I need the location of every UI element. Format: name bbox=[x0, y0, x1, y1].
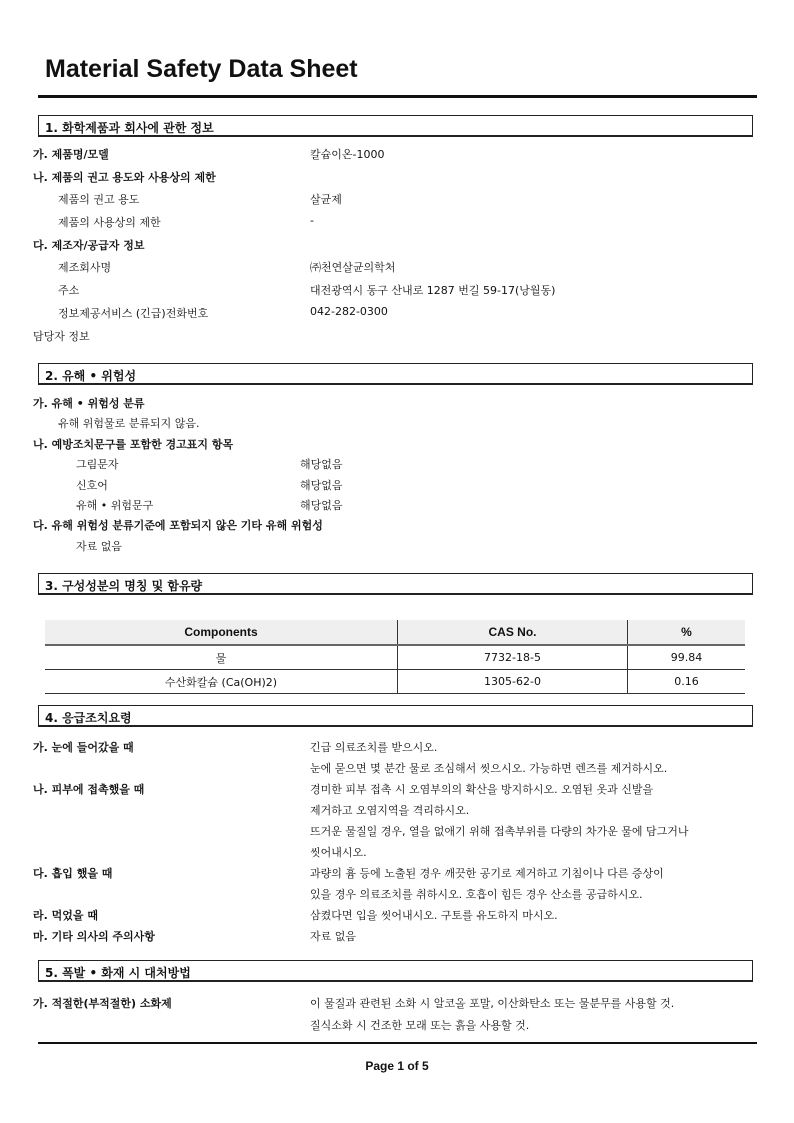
section-5-body bbox=[33, 995, 753, 1039]
field-label: 마. 기타 의사의 주의사항 bbox=[33, 930, 155, 943]
field-row bbox=[33, 191, 753, 214]
section-4-body bbox=[33, 739, 753, 949]
field-row bbox=[33, 497, 753, 517]
field-value: 삼켰다면 입을 씻어내시오. 구토를 유도하지 마시오. bbox=[310, 909, 558, 922]
field-row bbox=[33, 237, 753, 260]
field-row bbox=[33, 538, 753, 558]
section-heading: 5. 폭발 • 화재 시 대처방법 bbox=[45, 966, 191, 980]
field-row bbox=[33, 169, 753, 192]
field-value: 해당없음 bbox=[300, 478, 343, 492]
field-row bbox=[33, 928, 753, 949]
field-row bbox=[33, 907, 753, 928]
section-2-body bbox=[33, 395, 753, 558]
field-label: 유해 • 위험문구 bbox=[76, 498, 154, 512]
field-row bbox=[33, 844, 753, 865]
field-label: 주소 bbox=[58, 284, 80, 298]
components-table bbox=[45, 620, 745, 694]
table-cell: 7732-18-5 bbox=[398, 645, 628, 670]
field-value: 대전광역시 동구 산내로 1287 번길 59-17(낭월동) bbox=[310, 284, 556, 298]
column-header: % bbox=[628, 620, 746, 645]
field-label: 다. 제조자/공급자 정보 bbox=[33, 238, 145, 252]
field-row bbox=[33, 760, 753, 781]
field-row bbox=[33, 395, 753, 415]
title-divider bbox=[38, 95, 757, 98]
field-row bbox=[33, 305, 753, 328]
section-heading: 4. 응급조치요령 bbox=[45, 711, 132, 725]
field-label: 정보제공서비스 (긴급)전화번호 bbox=[58, 306, 209, 320]
section-heading: 2. 유해 • 위험성 bbox=[45, 369, 137, 383]
page-number: Page 1 of 5 bbox=[365, 1059, 429, 1073]
table-cell: 0.16 bbox=[628, 670, 746, 694]
field-label: 다. 흡입 했을 때 bbox=[33, 867, 113, 880]
field-label: 유해 위험물로 분류되지 않음. bbox=[58, 417, 200, 431]
section-3-header bbox=[38, 573, 753, 595]
field-value: ㈜천연살균의학처 bbox=[310, 261, 396, 275]
field-label: 가. 제품명/모델 bbox=[33, 148, 109, 161]
field-value: 042-282-0300 bbox=[310, 304, 388, 318]
table-row bbox=[45, 645, 745, 670]
field-row bbox=[33, 477, 753, 497]
field-label: 제품의 사용상의 제한 bbox=[58, 216, 161, 230]
field-label: 가. 눈에 들어갔을 때 bbox=[33, 741, 134, 754]
field-row bbox=[33, 456, 753, 476]
field-row bbox=[33, 739, 753, 760]
column-header: Components bbox=[45, 620, 398, 645]
table-cell: 물 bbox=[45, 645, 398, 670]
field-value: 있을 경우 의료조치를 취하시오. 호흡이 힘든 경우 산소를 공급하시오. bbox=[310, 888, 643, 901]
field-row bbox=[33, 802, 753, 823]
field-value: 이 물질과 관련된 소화 시 알코올 포말, 이산화탄소 또는 물분무를 사용할 것. bbox=[310, 997, 675, 1010]
field-row bbox=[33, 995, 753, 1017]
table-cell: 99.84 bbox=[628, 645, 746, 670]
field-row bbox=[33, 259, 753, 282]
table-row bbox=[45, 670, 745, 694]
field-value: 해당없음 bbox=[300, 458, 343, 472]
column-header: CAS No. bbox=[398, 620, 628, 645]
field-label: 담당자 정보 bbox=[33, 329, 90, 343]
section-2-header bbox=[38, 363, 753, 385]
field-row bbox=[33, 823, 753, 844]
field-value: 경미한 피부 접촉 시 오염부의의 확산을 방지하시오. 오염된 옷과 신발을 bbox=[310, 783, 654, 796]
section-heading: 3. 구성성분의 명칭 및 함유량 bbox=[45, 579, 203, 593]
field-label: 라. 먹었을 때 bbox=[33, 909, 98, 922]
field-value: 살균제 bbox=[310, 193, 342, 207]
footer-divider bbox=[38, 1042, 757, 1044]
field-row bbox=[33, 865, 753, 886]
document-title: Material Safety Data Sheet bbox=[45, 55, 358, 83]
field-label: 자료 없음 bbox=[76, 539, 123, 553]
field-row bbox=[33, 214, 753, 237]
section-1-body bbox=[33, 146, 753, 350]
field-row bbox=[33, 1017, 753, 1039]
field-value: 해당없음 bbox=[300, 498, 343, 512]
field-value: 눈에 묻으면 몇 분간 물로 조심해서 씻으시오. 가능하면 렌즈를 제거하시오. bbox=[310, 762, 668, 775]
section-1-header bbox=[38, 115, 753, 137]
table-cell: 1305-62-0 bbox=[398, 670, 628, 694]
field-value: 과량의 흄 등에 노출된 경우 깨끗한 공기로 제거하고 기침이나 다른 증상이 bbox=[310, 867, 664, 880]
field-label: 가. 적절한(부적절한) 소화제 bbox=[33, 997, 172, 1010]
field-row bbox=[33, 886, 753, 907]
field-label: 나. 예방조치문구를 포함한 경고표지 항목 bbox=[33, 437, 234, 451]
field-label: 그림문자 bbox=[76, 458, 119, 472]
field-label: 제조회사명 bbox=[58, 261, 112, 275]
section-4-header bbox=[38, 705, 753, 727]
field-value: 칼슘이온-1000 bbox=[310, 148, 385, 161]
field-row bbox=[33, 146, 753, 169]
field-value: 뜨거운 물질일 경우, 열을 없애기 위해 접촉부위를 다량의 차가운 물에 담그거나 bbox=[310, 825, 689, 838]
table-header-row bbox=[45, 620, 745, 645]
field-row bbox=[33, 328, 753, 351]
field-row bbox=[33, 517, 753, 537]
field-label: 제품의 권고 용도 bbox=[58, 193, 140, 207]
field-label: 신호어 bbox=[76, 478, 108, 492]
field-value: 씻어내시오. bbox=[310, 846, 367, 859]
field-row bbox=[33, 282, 753, 305]
field-row bbox=[33, 781, 753, 802]
field-label: 다. 유해 위험성 분류기준에 포함되지 않은 기타 유해 위험성 bbox=[33, 519, 323, 533]
field-row bbox=[33, 415, 753, 435]
field-label: 나. 제품의 권고 용도와 사용상의 제한 bbox=[33, 170, 216, 184]
field-label: 나. 피부에 접촉했을 때 bbox=[33, 783, 145, 796]
field-row bbox=[33, 436, 753, 456]
field-label: 가. 유해 • 위험성 분류 bbox=[33, 397, 145, 410]
field-value: 질식소화 시 건조한 모래 또는 흙을 사용할 것. bbox=[310, 1019, 530, 1032]
field-value: - bbox=[310, 214, 314, 228]
section-5-header bbox=[38, 960, 753, 982]
field-value: 긴급 의료조치를 받으시오. bbox=[310, 741, 438, 754]
field-value: 제거하고 오염지역을 격리하시오. bbox=[310, 804, 470, 817]
field-value: 자료 없음 bbox=[310, 930, 357, 943]
section-heading: 1. 화학제품과 회사에 관한 정보 bbox=[45, 121, 214, 135]
table-cell: 수산화칼슘 (Ca(OH)2) bbox=[45, 670, 398, 694]
